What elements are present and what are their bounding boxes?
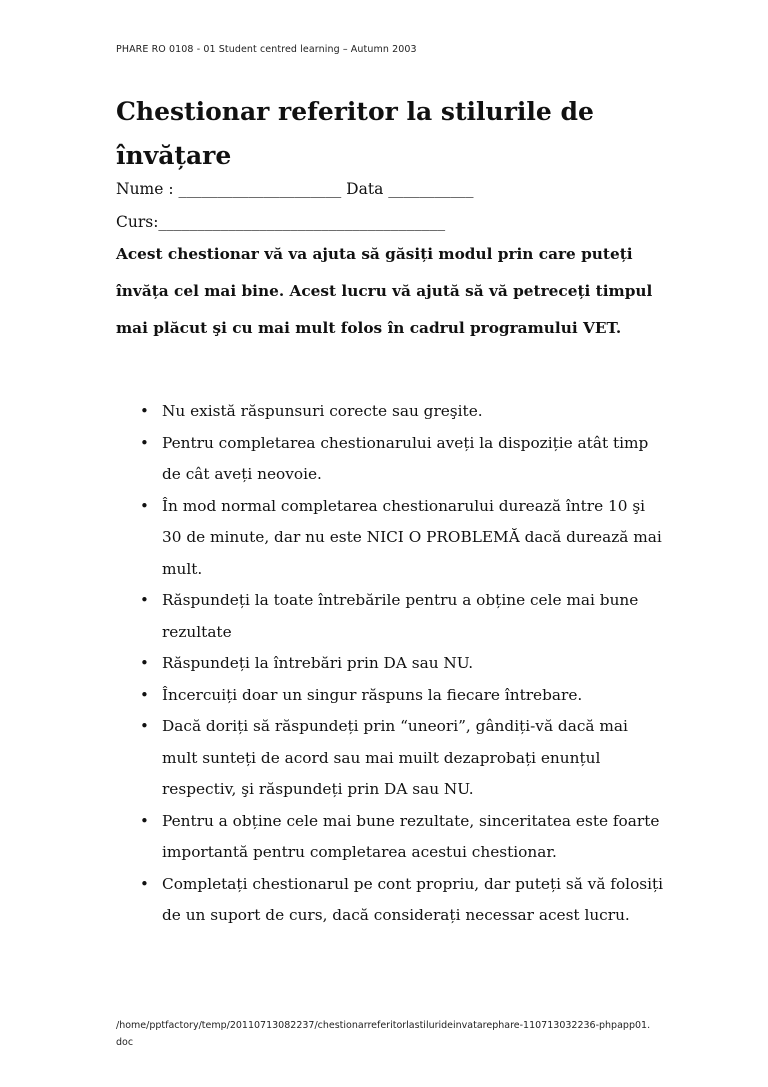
list-item: • Dacă doriți să răspundeți prin “uneori”, gândiți-vă dacă mai mult sunteți de acord sau mai muilt dezaprobați enunțul respectiv, şi răspundeți prin DA sau NU. [116,711,666,806]
name-date-field: Nume : _____________________ Data ___________ [116,180,474,198]
bullet-icon: • [140,685,149,704]
document-title: Chestionar referitor la stilurile de învățare [116,97,594,170]
list-item: • Răspundeți la întrebări prin DA sau NU. [116,648,666,680]
bullet-icon: • [140,496,149,515]
page-header: PHARE RO 0108 - 01 Student centred learning – Autumn 2003 [116,44,417,55]
list-item: • Pentru completarea chestionarului aveți la dispoziție atât timp de cât aveți neovoie. [116,428,666,491]
course-field: Curs:_____________________________________ [116,213,446,231]
list-item: • Nu există răspunsuri corecte sau greşite. [116,396,666,428]
list-item: • Pentru a obține cele mai bune rezultate, sinceritatea este foarte importantă pentru completarea acestui chestionar. [116,806,666,869]
bullet-icon: • [140,402,149,420]
bullet-icon: • [140,591,149,609]
list-item: • Răspundeți la toate întrebările pentru a obține cele mai bune rezultate [116,585,666,648]
bullet-icon: • [140,654,149,672]
list-item: • Încercuiți doar un singur răspuns la fiecare întrebare. [116,680,666,712]
intro-paragraph: Acest chestionar vă va ajuta să găsiți modul prin care puteți învăța cel mai bine. Acest lucru vă ajută să vă petreceți timpul mai plăcut şi cu mai mult folos în cadrul programului VET. [116,245,653,337]
bullet-icon: • [140,717,149,735]
list-item: • Completați chestionarul pe cont propriu, dar puteți să vă folosiți de un suport de curs, dacă considerați necessar acest lucru. [116,869,666,932]
bullet-icon: • [140,874,149,893]
instructions-list [116,396,666,932]
bullet-icon: • [140,811,149,830]
bullet-icon: • [140,433,149,452]
page-footer: /home/pptfactory/temp/20110713082237/chestionarreferitorlastilurideinvatarephare-110713032236-phpapp01.doc [116,1020,651,1048]
list-item: • În mod normal completarea chestionarului durează între 10 şi 30 de minute, dar nu este NICI O PROBLEMĂ dacă durează mai mult. [116,491,666,586]
